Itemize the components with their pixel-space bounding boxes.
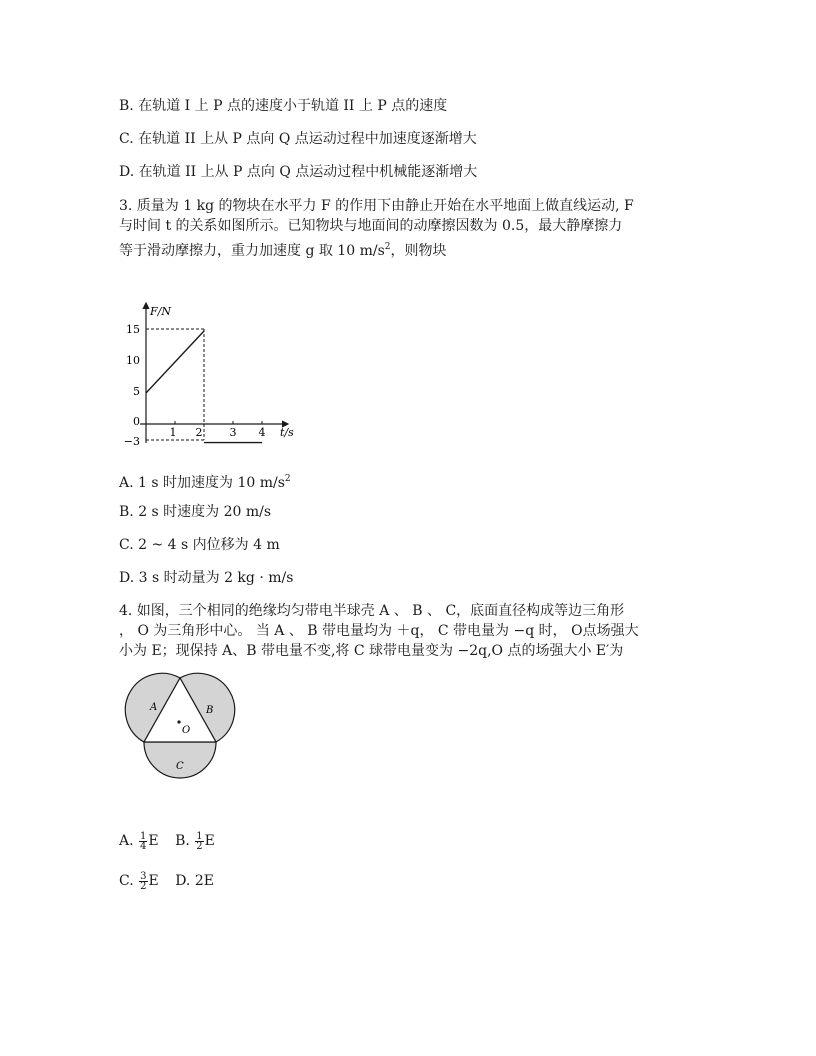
- q3-stem-exponent: 2: [384, 242, 391, 252]
- q2-option-d: D. 在轨道 II 上从 P 点向 Q 点运动过程中机械能逐渐增大: [119, 164, 478, 180]
- q4-options-row-1: [119, 830, 215, 852]
- q4-option-b-suffix: E: [204, 833, 215, 849]
- fraction-three-halves: [139, 872, 147, 891]
- y-tick-10: 10: [126, 354, 140, 367]
- q4-option-b-prefix: B.: [175, 833, 190, 849]
- q4-stem-line-1: 4. 如图，三个相同的绝缘均匀带电半球壳 A 、 B 、 C，底面直径构成等边三角形: [119, 603, 625, 619]
- q4-option-c-prefix: C.: [119, 873, 134, 889]
- label-a: A: [150, 702, 158, 713]
- q2-option-b: B. 在轨道 I 上 P 点的速度小于轨道 II 上 P 点的速度: [119, 98, 448, 114]
- q3-option-c: C. 2 ~ 4 s 内位移为 4 m: [119, 537, 280, 553]
- q4-option-a: [119, 830, 159, 852]
- q3-stem-line-3-tail: ，则物块: [390, 243, 447, 259]
- fraction-denominator: 2: [140, 880, 147, 892]
- q4-stem-line-2: ， O 为三角形中心。 当 A 、 B 带电量均为 ＋q， C 带电量为 −q 时， O点场强大: [119, 623, 639, 639]
- fraction-numerator: 1: [140, 830, 147, 842]
- fraction-one-quarter: [139, 832, 147, 851]
- q4-option-d: D. 2E: [175, 873, 214, 889]
- hemisphere-shells-diagram: [120, 672, 240, 788]
- q3-stem-line-3-text: 等于滑动摩擦力，重力加速度 g 取 10 m/s: [119, 243, 385, 259]
- x-tick-2: 2: [195, 426, 203, 439]
- fraction-denominator: 2: [196, 840, 203, 852]
- q4-options-row-2: [119, 870, 214, 892]
- x-tick-4: 4: [258, 426, 266, 439]
- fraction-one-half: [195, 832, 203, 851]
- q3-option-d: D. 3 s 时动量为 2 kg · m/s: [119, 570, 294, 586]
- y-tick-neg3: −3: [123, 435, 140, 448]
- shell-c: [144, 742, 216, 778]
- x-axis-label: t/s: [280, 426, 294, 439]
- fraction-numerator: 1: [196, 830, 203, 842]
- y-axis-label: F/N: [150, 305, 171, 318]
- label-b: B: [206, 705, 214, 716]
- label-c: C: [176, 761, 184, 772]
- q3-stem-line-2: 与时间 t 的关系如图所示。已知物块与地面间的动摩擦因数为 0.5，最大静摩擦力: [119, 218, 623, 234]
- force-ramp-line: [146, 331, 204, 393]
- q4-option-a-prefix: A.: [119, 833, 134, 849]
- q4-option-b: [175, 830, 215, 852]
- force-time-graph: [110, 295, 310, 455]
- q3-option-a-text: A. 1 s 时加速度为 10 m/s: [119, 475, 285, 491]
- x-tick-3: 3: [229, 426, 237, 439]
- q3-option-b: B. 2 s 时速度为 20 m/s: [119, 504, 272, 520]
- q4-option-a-suffix: E: [148, 833, 159, 849]
- x-tick-1: 1: [169, 426, 177, 439]
- q3-stem-line-3: [119, 238, 447, 260]
- y-tick-15: 15: [126, 323, 140, 336]
- q4-option-c: [119, 870, 159, 892]
- q2-option-c: C. 在轨道 II 上从 P 点向 Q 点运动过程中加速度逐渐增大: [119, 131, 477, 147]
- label-o: O: [182, 725, 191, 736]
- y-tick-5: 5: [133, 385, 140, 398]
- q4-option-c-suffix: E: [148, 873, 159, 889]
- q4-stem-line-3: 小为 E；现保持 A、B 带电量不变,将 C 球带电量变为 −2q,O 点的场强大小 E′为: [119, 643, 624, 659]
- y-tick-0: 0: [133, 415, 140, 428]
- q3-option-a-exponent: 2: [284, 474, 291, 484]
- q3-option-a: [119, 470, 291, 492]
- q3-stem-line-1: 3. 质量为 1 kg 的物块在水平力 F 的作用下由静止开始在水平地面上做直线运动, F: [119, 198, 634, 214]
- center-point-o: [177, 720, 180, 723]
- fraction-numerator: 3: [140, 870, 147, 882]
- fraction-denominator: 4: [140, 840, 147, 852]
